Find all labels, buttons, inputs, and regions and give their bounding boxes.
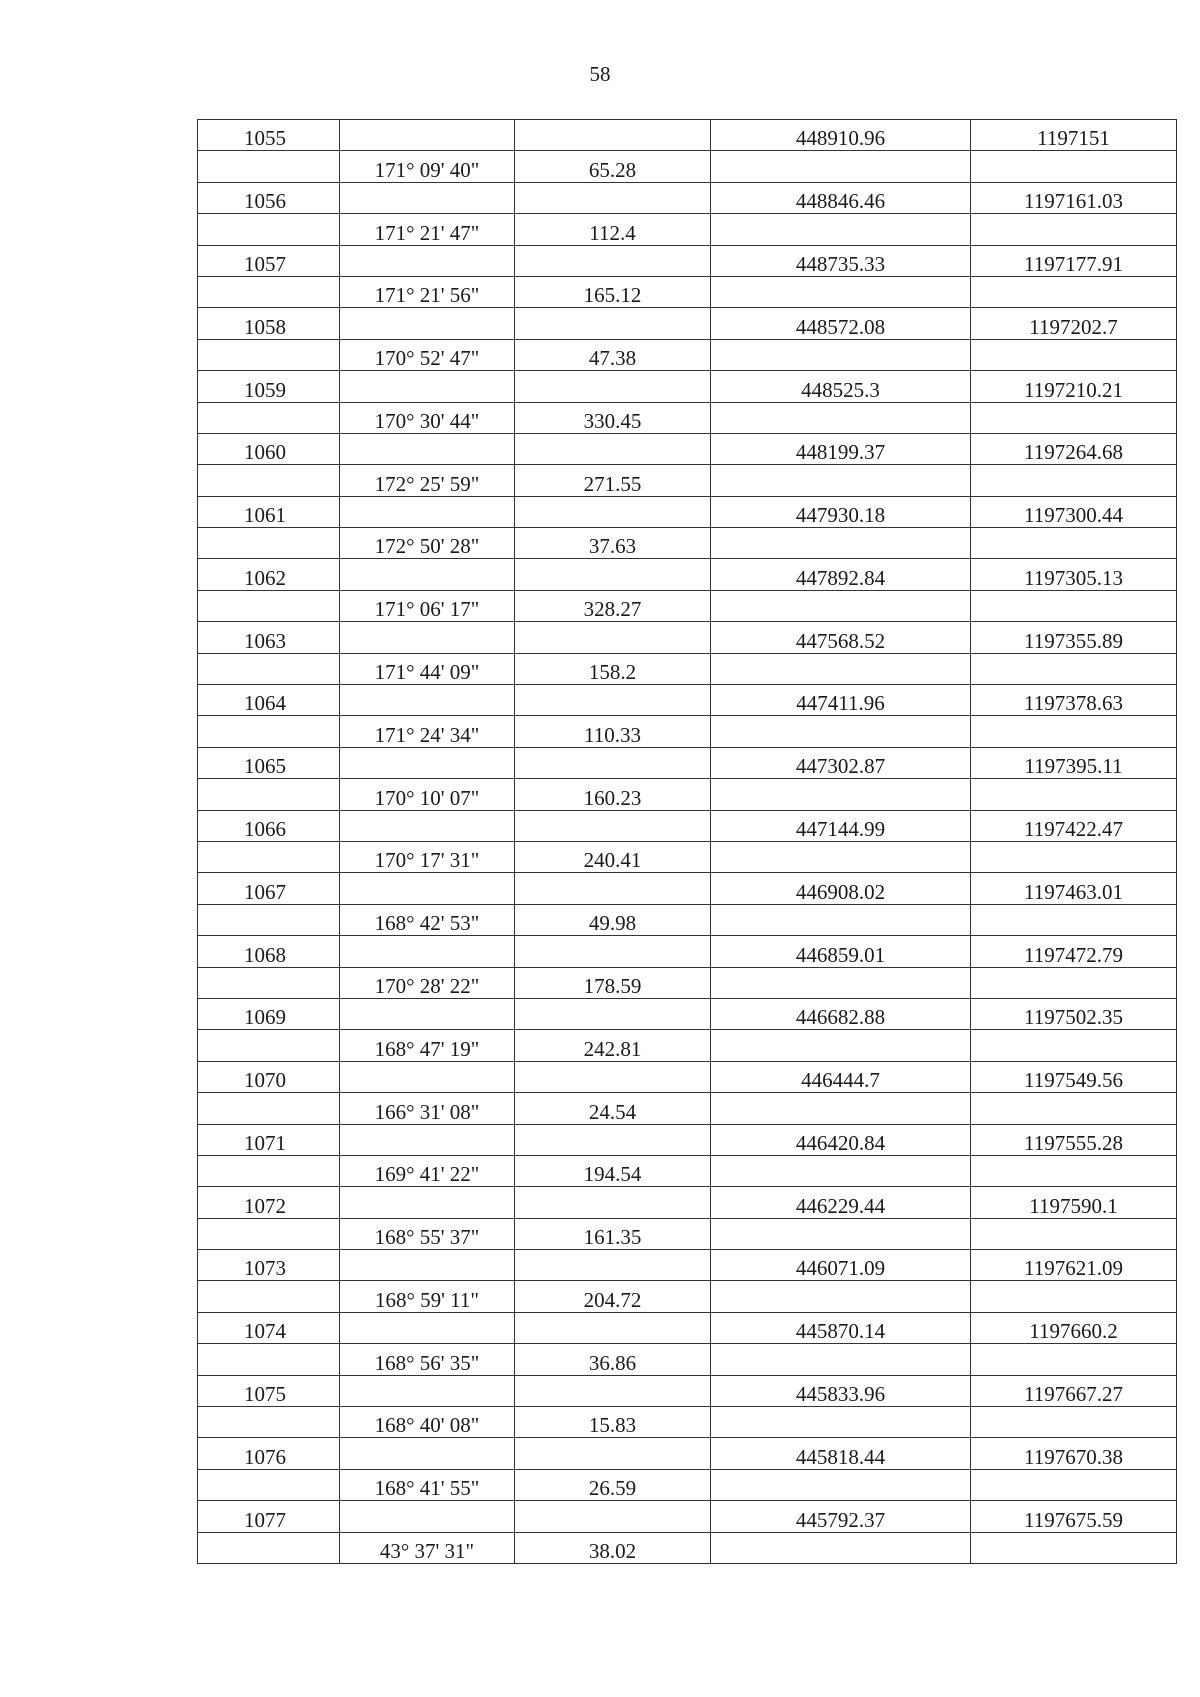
bearing-cell: 171° 44' 09" <box>340 653 515 684</box>
empty-cell <box>515 873 711 904</box>
x-coordinate-cell: 446444.7 <box>711 1061 971 1092</box>
y-coordinate-cell: 1197675.59 <box>971 1501 1177 1532</box>
point-row <box>198 1061 1177 1092</box>
bearing-cell: 171° 24' 34" <box>340 716 515 747</box>
y-coordinate-cell: 1197670.38 <box>971 1438 1177 1469</box>
distance-cell: 330.45 <box>515 402 711 433</box>
point-row <box>198 1501 1177 1532</box>
empty-cell <box>198 904 340 935</box>
distance-cell: 38.02 <box>515 1532 711 1563</box>
empty-cell <box>198 151 340 182</box>
segment-row <box>198 1030 1177 1061</box>
distance-cell: 271.55 <box>515 465 711 496</box>
y-coordinate-cell: 1197151 <box>971 120 1177 151</box>
y-coordinate-cell: 1197202.7 <box>971 308 1177 339</box>
empty-cell <box>711 1344 971 1375</box>
point-row <box>198 998 1177 1029</box>
bearing-cell: 169° 41' 22" <box>340 1155 515 1186</box>
empty-cell <box>198 716 340 747</box>
x-coordinate-cell: 446420.84 <box>711 1124 971 1155</box>
segment-row <box>198 1218 1177 1249</box>
empty-cell <box>971 214 1177 245</box>
empty-cell <box>711 528 971 559</box>
x-coordinate-cell: 445870.14 <box>711 1312 971 1343</box>
segment-row <box>198 1281 1177 1312</box>
empty-cell <box>515 1312 711 1343</box>
bearing-cell: 168° 55' 37" <box>340 1218 515 1249</box>
empty-cell <box>971 1532 1177 1563</box>
empty-cell <box>515 685 711 716</box>
distance-cell: 204.72 <box>515 1281 711 1312</box>
empty-cell <box>340 1438 515 1469</box>
empty-cell <box>198 1030 340 1061</box>
distance-cell: 242.81 <box>515 1030 711 1061</box>
empty-cell <box>198 339 340 370</box>
point-number-cell: 1065 <box>198 747 340 778</box>
empty-cell <box>515 308 711 339</box>
x-coordinate-cell: 446229.44 <box>711 1187 971 1218</box>
point-number-cell: 1057 <box>198 245 340 276</box>
bearing-cell: 168° 47' 19" <box>340 1030 515 1061</box>
distance-cell: 160.23 <box>515 779 711 810</box>
distance-cell: 158.2 <box>515 653 711 684</box>
y-coordinate-cell: 1197161.03 <box>971 182 1177 213</box>
point-row <box>198 371 1177 402</box>
distance-cell: 194.54 <box>515 1155 711 1186</box>
empty-cell <box>340 1312 515 1343</box>
distance-cell: 47.38 <box>515 339 711 370</box>
empty-cell <box>971 1407 1177 1438</box>
point-number-cell: 1076 <box>198 1438 340 1469</box>
bearing-cell: 168° 56' 35" <box>340 1344 515 1375</box>
x-coordinate-cell: 448525.3 <box>711 371 971 402</box>
segment-row <box>198 402 1177 433</box>
empty-cell <box>971 276 1177 307</box>
empty-cell <box>198 1093 340 1124</box>
empty-cell <box>515 371 711 402</box>
empty-cell <box>515 1375 711 1406</box>
bearing-cell: 171° 06' 17" <box>340 590 515 621</box>
bearing-cell: 170° 28' 22" <box>340 967 515 998</box>
x-coordinate-cell: 447892.84 <box>711 559 971 590</box>
y-coordinate-cell: 1197463.01 <box>971 873 1177 904</box>
page-number: 58 <box>589 62 611 86</box>
bearing-cell: 171° 21' 56" <box>340 276 515 307</box>
bearing-cell: 171° 09' 40" <box>340 151 515 182</box>
bearing-cell: 43° 37' 31" <box>340 1532 515 1563</box>
empty-cell <box>971 590 1177 621</box>
x-coordinate-cell: 447411.96 <box>711 685 971 716</box>
distance-cell: 65.28 <box>515 151 711 182</box>
empty-cell <box>515 1061 711 1092</box>
empty-cell <box>198 214 340 245</box>
empty-cell <box>971 716 1177 747</box>
x-coordinate-cell: 445792.37 <box>711 1501 971 1532</box>
x-coordinate-cell: 447144.99 <box>711 810 971 841</box>
bearing-cell: 172° 50' 28" <box>340 528 515 559</box>
empty-cell <box>198 841 340 872</box>
point-number-cell: 1055 <box>198 120 340 151</box>
empty-cell <box>340 371 515 402</box>
empty-cell <box>515 998 711 1029</box>
point-number-cell: 1070 <box>198 1061 340 1092</box>
empty-cell <box>515 1187 711 1218</box>
distance-cell: 24.54 <box>515 1093 711 1124</box>
distance-cell: 110.33 <box>515 716 711 747</box>
x-coordinate-cell: 446859.01 <box>711 936 971 967</box>
empty-cell <box>340 1061 515 1092</box>
empty-cell <box>711 1218 971 1249</box>
empty-cell <box>711 1469 971 1500</box>
empty-cell <box>711 276 971 307</box>
point-row <box>198 810 1177 841</box>
point-row <box>198 685 1177 716</box>
point-row <box>198 120 1177 151</box>
distance-cell: 328.27 <box>515 590 711 621</box>
point-number-cell: 1062 <box>198 559 340 590</box>
point-row <box>198 1438 1177 1469</box>
point-number-cell: 1069 <box>198 998 340 1029</box>
x-coordinate-cell: 446908.02 <box>711 873 971 904</box>
empty-cell <box>515 1501 711 1532</box>
point-number-cell: 1061 <box>198 496 340 527</box>
empty-cell <box>515 747 711 778</box>
x-coordinate-cell: 447568.52 <box>711 622 971 653</box>
distance-cell: 37.63 <box>515 528 711 559</box>
segment-row <box>198 151 1177 182</box>
y-coordinate-cell: 1197422.47 <box>971 810 1177 841</box>
point-number-cell: 1073 <box>198 1250 340 1281</box>
segment-row <box>198 1407 1177 1438</box>
y-coordinate-cell: 1197305.13 <box>971 559 1177 590</box>
x-coordinate-cell: 445833.96 <box>711 1375 971 1406</box>
x-coordinate-cell: 447930.18 <box>711 496 971 527</box>
bearing-cell: 170° 52' 47" <box>340 339 515 370</box>
point-row <box>198 245 1177 276</box>
empty-cell <box>198 528 340 559</box>
point-number-cell: 1058 <box>198 308 340 339</box>
empty-cell <box>515 433 711 464</box>
y-coordinate-cell: 1197300.44 <box>971 496 1177 527</box>
empty-cell <box>515 936 711 967</box>
y-coordinate-cell: 1197621.09 <box>971 1250 1177 1281</box>
x-coordinate-cell: 448910.96 <box>711 120 971 151</box>
bearing-cell: 168° 59' 11" <box>340 1281 515 1312</box>
empty-cell <box>711 967 971 998</box>
empty-cell <box>198 967 340 998</box>
point-row <box>198 559 1177 590</box>
x-coordinate-cell: 445818.44 <box>711 1438 971 1469</box>
segment-row <box>198 1344 1177 1375</box>
x-coordinate-cell: 448846.46 <box>711 182 971 213</box>
point-row <box>198 873 1177 904</box>
point-row <box>198 1375 1177 1406</box>
empty-cell <box>198 1469 340 1500</box>
distance-cell: 36.86 <box>515 1344 711 1375</box>
empty-cell <box>711 841 971 872</box>
empty-cell <box>515 182 711 213</box>
segment-row <box>198 528 1177 559</box>
point-number-cell: 1072 <box>198 1187 340 1218</box>
point-row <box>198 182 1177 213</box>
distance-cell: 178.59 <box>515 967 711 998</box>
y-coordinate-cell: 1197395.11 <box>971 747 1177 778</box>
point-row <box>198 747 1177 778</box>
empty-cell <box>340 496 515 527</box>
empty-cell <box>971 904 1177 935</box>
point-row <box>198 1187 1177 1218</box>
empty-cell <box>971 1030 1177 1061</box>
empty-cell <box>515 496 711 527</box>
bearing-cell: 170° 30' 44" <box>340 402 515 433</box>
empty-cell <box>971 967 1177 998</box>
point-number-cell: 1074 <box>198 1312 340 1343</box>
empty-cell <box>971 339 1177 370</box>
empty-cell <box>711 465 971 496</box>
empty-cell <box>340 747 515 778</box>
bearing-cell: 170° 10' 07" <box>340 779 515 810</box>
point-number-cell: 1071 <box>198 1124 340 1155</box>
point-number-cell: 1063 <box>198 622 340 653</box>
bearing-cell: 168° 40' 08" <box>340 1407 515 1438</box>
segment-row <box>198 841 1177 872</box>
empty-cell <box>711 402 971 433</box>
empty-cell <box>711 339 971 370</box>
empty-cell <box>711 151 971 182</box>
point-number-cell: 1066 <box>198 810 340 841</box>
empty-cell <box>198 1218 340 1249</box>
segment-row <box>198 465 1177 496</box>
empty-cell <box>198 1407 340 1438</box>
distance-cell: 112.4 <box>515 214 711 245</box>
segment-row <box>198 214 1177 245</box>
empty-cell <box>711 653 971 684</box>
empty-cell <box>340 1501 515 1532</box>
segment-row <box>198 904 1177 935</box>
empty-cell <box>198 1281 340 1312</box>
empty-cell <box>711 590 971 621</box>
point-number-cell: 1077 <box>198 1501 340 1532</box>
empty-cell <box>711 716 971 747</box>
empty-cell <box>340 559 515 590</box>
y-coordinate-cell: 1197264.68 <box>971 433 1177 464</box>
empty-cell <box>971 1155 1177 1186</box>
empty-cell <box>198 1532 340 1563</box>
point-number-cell: 1056 <box>198 182 340 213</box>
point-number-cell: 1059 <box>198 371 340 402</box>
survey-coordinates-table <box>197 119 1177 1564</box>
empty-cell <box>711 779 971 810</box>
empty-cell <box>971 653 1177 684</box>
empty-cell <box>198 653 340 684</box>
empty-cell <box>971 1281 1177 1312</box>
distance-cell: 161.35 <box>515 1218 711 1249</box>
empty-cell <box>711 1093 971 1124</box>
empty-cell <box>198 590 340 621</box>
empty-cell <box>971 1218 1177 1249</box>
x-coordinate-cell: 448199.37 <box>711 433 971 464</box>
point-number-cell: 1060 <box>198 433 340 464</box>
empty-cell <box>711 1532 971 1563</box>
segment-row <box>198 339 1177 370</box>
distance-cell: 26.59 <box>515 1469 711 1500</box>
empty-cell <box>515 622 711 653</box>
empty-cell <box>198 465 340 496</box>
segment-row <box>198 1155 1177 1186</box>
empty-cell <box>340 873 515 904</box>
empty-cell <box>971 779 1177 810</box>
x-coordinate-cell: 448572.08 <box>711 308 971 339</box>
segment-row <box>198 779 1177 810</box>
y-coordinate-cell: 1197177.91 <box>971 245 1177 276</box>
empty-cell <box>711 904 971 935</box>
segment-row <box>198 1532 1177 1563</box>
empty-cell <box>515 245 711 276</box>
empty-cell <box>340 1375 515 1406</box>
segment-row <box>198 1093 1177 1124</box>
table-body <box>198 120 1177 1564</box>
y-coordinate-cell: 1197555.28 <box>971 1124 1177 1155</box>
empty-cell <box>711 1030 971 1061</box>
empty-cell <box>340 936 515 967</box>
empty-cell <box>340 245 515 276</box>
empty-cell <box>198 779 340 810</box>
bearing-cell: 170° 17' 31" <box>340 841 515 872</box>
empty-cell <box>340 182 515 213</box>
point-row <box>198 1312 1177 1343</box>
segment-row <box>198 716 1177 747</box>
empty-cell <box>340 810 515 841</box>
segment-row <box>198 967 1177 998</box>
bearing-cell: 166° 31' 08" <box>340 1093 515 1124</box>
empty-cell <box>711 214 971 245</box>
empty-cell <box>340 1124 515 1155</box>
empty-cell <box>711 1407 971 1438</box>
point-number-cell: 1067 <box>198 873 340 904</box>
empty-cell <box>340 433 515 464</box>
empty-cell <box>198 276 340 307</box>
empty-cell <box>971 1093 1177 1124</box>
empty-cell <box>198 1155 340 1186</box>
segment-row <box>198 1469 1177 1500</box>
x-coordinate-cell: 446071.09 <box>711 1250 971 1281</box>
point-row <box>198 936 1177 967</box>
segment-row <box>198 653 1177 684</box>
empty-cell <box>971 1469 1177 1500</box>
point-row <box>198 308 1177 339</box>
empty-cell <box>515 120 711 151</box>
bearing-cell: 168° 41' 55" <box>340 1469 515 1500</box>
point-number-cell: 1064 <box>198 685 340 716</box>
empty-cell <box>711 1155 971 1186</box>
empty-cell <box>340 622 515 653</box>
empty-cell <box>515 1124 711 1155</box>
bearing-cell: 172° 25' 59" <box>340 465 515 496</box>
x-coordinate-cell: 447302.87 <box>711 747 971 778</box>
empty-cell <box>971 528 1177 559</box>
empty-cell <box>340 1250 515 1281</box>
point-row <box>198 1124 1177 1155</box>
bearing-cell: 168° 42' 53" <box>340 904 515 935</box>
distance-cell: 165.12 <box>515 276 711 307</box>
empty-cell <box>515 1438 711 1469</box>
empty-cell <box>340 998 515 1029</box>
y-coordinate-cell: 1197590.1 <box>971 1187 1177 1218</box>
empty-cell <box>515 559 711 590</box>
empty-cell <box>340 1187 515 1218</box>
empty-cell <box>340 685 515 716</box>
empty-cell <box>515 1250 711 1281</box>
y-coordinate-cell: 1197378.63 <box>971 685 1177 716</box>
empty-cell <box>971 1344 1177 1375</box>
point-number-cell: 1075 <box>198 1375 340 1406</box>
empty-cell <box>198 1344 340 1375</box>
bearing-cell: 171° 21' 47" <box>340 214 515 245</box>
y-coordinate-cell: 1197667.27 <box>971 1375 1177 1406</box>
empty-cell <box>340 120 515 151</box>
x-coordinate-cell: 448735.33 <box>711 245 971 276</box>
y-coordinate-cell: 1197549.56 <box>971 1061 1177 1092</box>
point-row <box>198 433 1177 464</box>
y-coordinate-cell: 1197502.35 <box>971 998 1177 1029</box>
y-coordinate-cell: 1197660.2 <box>971 1312 1177 1343</box>
empty-cell <box>711 1281 971 1312</box>
empty-cell <box>198 402 340 433</box>
point-row <box>198 496 1177 527</box>
point-number-cell: 1068 <box>198 936 340 967</box>
empty-cell <box>971 841 1177 872</box>
segment-row <box>198 276 1177 307</box>
empty-cell <box>340 308 515 339</box>
point-row <box>198 622 1177 653</box>
empty-cell <box>971 402 1177 433</box>
y-coordinate-cell: 1197355.89 <box>971 622 1177 653</box>
empty-cell <box>971 465 1177 496</box>
distance-cell: 15.83 <box>515 1407 711 1438</box>
empty-cell <box>515 810 711 841</box>
empty-cell <box>971 151 1177 182</box>
point-row <box>198 1250 1177 1281</box>
x-coordinate-cell: 446682.88 <box>711 998 971 1029</box>
distance-cell: 49.98 <box>515 904 711 935</box>
distance-cell: 240.41 <box>515 841 711 872</box>
y-coordinate-cell: 1197472.79 <box>971 936 1177 967</box>
y-coordinate-cell: 1197210.21 <box>971 371 1177 402</box>
segment-row <box>198 590 1177 621</box>
